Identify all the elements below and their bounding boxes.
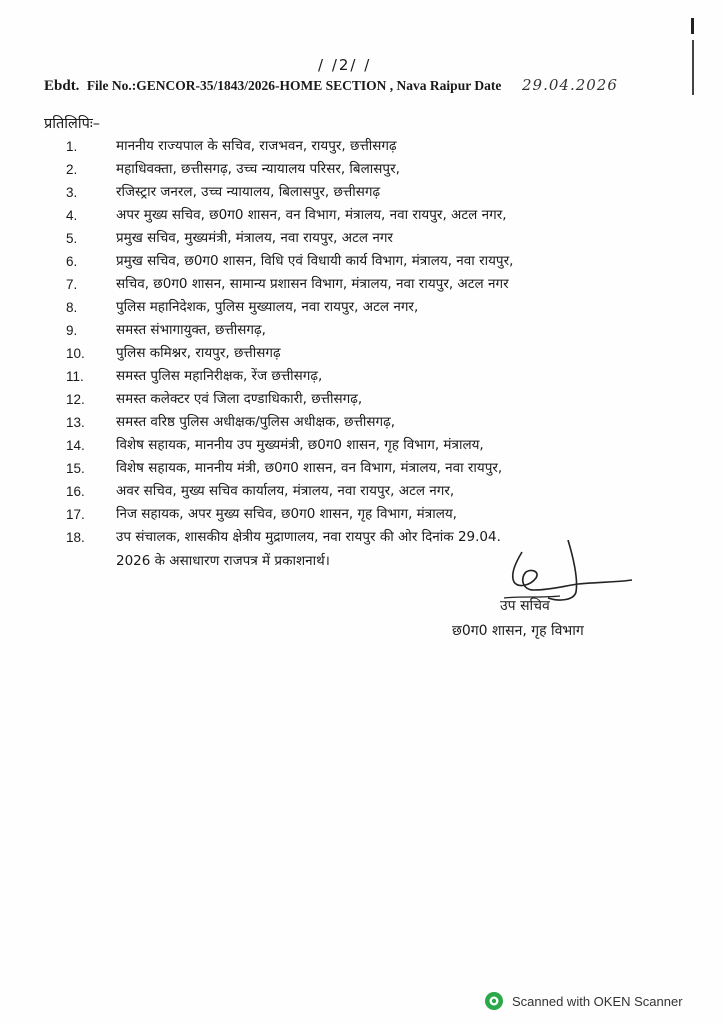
copy-to-label: प्रतिलिपिः– [44,116,101,132]
page-number: / /2/ / [318,56,372,74]
item-number: 3. [66,185,78,200]
item-text-continued: 2026 के असाधारण राजपत्र में प्रकाशनार्थ। [116,553,330,569]
item-text: पुलिस कमिश्नर, रायपुर, छत्तीसगढ़ [116,345,281,361]
item-number: 14. [66,438,85,453]
oken-scanner-icon [484,991,504,1011]
item-number: 11. [66,369,84,384]
item-number: 15. [66,461,85,476]
item-number: 8. [66,300,78,315]
handwritten-date: 29.04.2026 [522,76,618,94]
item-text: पुलिस महानिदेशक, पुलिस मुख्यालय, नवा रायपुर, अटल नगर, [116,299,419,315]
item-number: 5. [66,231,78,246]
item-number: 12. [66,392,85,407]
item-number: 7. [66,277,78,292]
item-text: निज सहायक, अपर मुख्य सचिव, छ0ग0 शासन, गृह विभाग, मंत्रालय, [116,506,457,522]
item-text: उप संचालक, शासकीय क्षेत्रीय मुद्राणालय, नवा रायपुर की ओर दिनांक 29.04. [116,529,501,545]
scanner-watermark [484,991,683,1011]
item-text: समस्त कलेक्टर एवं जिला दण्डाधिकारी, छत्तीसगढ़, [116,391,363,407]
item-text: सचिव, छ0ग0 शासन, सामान्य प्रशासन विभाग, मंत्रालय, नवा रायपुर, अटल नगर [116,276,509,292]
item-text: विशेष सहायक, माननीय मंत्री, छ0ग0 शासन, वन विभाग, मंत्रालय, नवा रायपुर, [116,460,503,476]
signatory-designation: उप सचिव [500,598,550,614]
file-number-line [44,78,501,95]
item-number: 6. [66,254,78,269]
scanner-label: Scanned with OKEN Scanner [512,993,683,1009]
item-number: 1. [66,139,78,154]
item-text: अपर मुख्य सचिव, छ0ग0 शासन, वन विभाग, मंत्रालय, नवा रायपुर, अटल नगर, [116,207,507,223]
item-number: 17. [66,507,85,522]
item-text: रजिस्ट्रार जनरल, उच्च न्यायालय, बिलासपुर, छत्तीसगढ़ [116,184,381,200]
item-text: प्रमुख सचिव, मुख्यमंत्री, मंत्रालय, नवा रायपुर, अटल नगर [116,230,393,246]
item-number: 18. [66,530,85,545]
item-text: समस्त संभागायुक्त, छत्तीसगढ़, [116,322,266,338]
item-number: 13. [66,415,85,430]
item-text: विशेष सहायक, माननीय उप मुख्यमंत्री, छ0ग0 शासन, गृह विभाग, मंत्रालय, [116,437,484,453]
signatory-department: छ0ग0 शासन, गृह विभाग [452,623,584,639]
item-text: महाधिवक्ता, छत्तीसगढ़, उच्च न्यायालय परिसर, बिलासपुर, [116,161,400,177]
item-text: अवर सचिव, मुख्य सचिव कार्यालय, मंत्रालय, नवा रायपुर, अटल नगर, [116,483,455,499]
item-number: 10. [66,346,85,361]
handwritten-signature [460,540,640,620]
item-text: प्रमुख सचिव, छ0ग0 शासन, विधि एवं विधायी कार्य विभाग, मंत्रालय, नवा रायपुर, [116,253,514,269]
item-text: समस्त पुलिस महानिरीक्षक, रेंज छत्तीसगढ़, [116,368,323,384]
ebdt-label: Ebdt. [44,78,80,94]
item-number: 2. [66,162,78,177]
item-number: 4. [66,208,78,223]
corner-punch-mark [687,10,701,104]
file-number: File No.:GENCOR-35/1843/2026-HOME SECTION , Nava Raipur Date [86,78,502,93]
item-number: 16. [66,484,85,499]
item-number: 9. [66,323,78,338]
item-text: समस्त वरिष्ठ पुलिस अधीक्षक/पुलिस अधीक्षक, छत्तीसगढ़, [116,414,396,430]
item-text: माननीय राज्यपाल के सचिव, राजभवन, रायपुर, छत्तीसगढ़ [116,138,397,154]
